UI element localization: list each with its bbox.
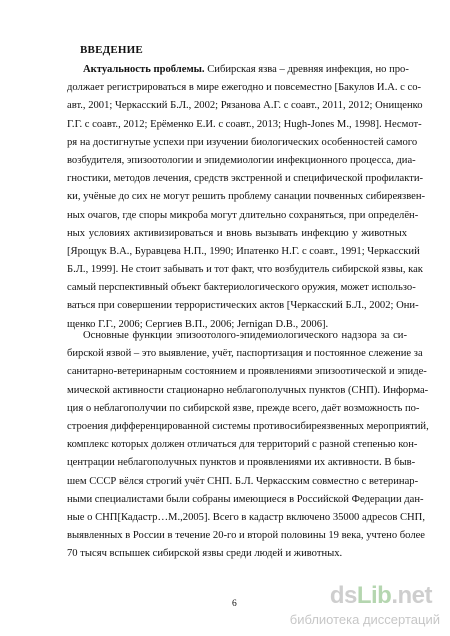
watermark-logo: [330, 582, 432, 610]
paragraph-line: [Ярощук В.А., Буравцева Н.П., 1990; Ипатенко Н.Г. с соавт., 1991; Черкасский: [67, 245, 420, 257]
watermark-logo-lib: Lib: [356, 582, 392, 609]
page-number: 6: [232, 599, 237, 609]
paragraph-line: мической активности стационарно неблагополучных пунктов (СНП). Информа-: [67, 384, 429, 396]
paragraph-line: должает регистрироваться в мире ежегодно и повсеместно [Бакулов И.А. с со-: [67, 82, 422, 94]
paragraph-line: авт., 2001; Черкасский Б.Л., 2002; Рязанова А.Г. с соавт., 2011, 2012; Онищенко: [67, 100, 423, 112]
paragraph-line: ция о неблагополучии по сибирской язве, прежде всего, даёт возможность по-: [67, 402, 420, 414]
paragraph-line: Основные функции эпизоотолого-эпидемиологического надзора за си-: [83, 330, 407, 341]
watermark-logo-net: .net: [391, 582, 432, 609]
paragraph-line: Г.Г. с соавт., 2012; Ерёменко Е.И. с соавт., 2013; Hugh-Jones M., 1998]. Несмот-: [67, 118, 422, 130]
paragraph-line: Б.Л., 1999]. Не стоит забывать и тот факт, что возбудитель сибирской язвы, как: [67, 264, 423, 276]
paragraph-line: выявленных в России в течение 20-го и второй половины 19 века, учтено более: [67, 530, 426, 542]
paragraph-line: шем СССР вёлся строгий учёт СНП. Б.Л. Черкасским совместно с ветеринар-: [67, 475, 419, 487]
paragraph-line: ных очагов, где споры микроба могут длительно сохраняться, при определён-: [67, 209, 419, 221]
watermark: [274, 582, 442, 630]
watermark-logo-ds: ds: [329, 582, 357, 609]
lead-phrase: Актуальность проблемы.: [83, 64, 205, 75]
lead-line-rest: Сибирская язва – древняя инфекция, но про-: [204, 64, 409, 75]
paragraph-line: бирской язвой – это выявление, учёт, паспортизация и постоянное слежение за: [67, 348, 423, 360]
paragraph-line: возбудителя, эпизоотологии и эпидемиологии инфекционного процесса, диа-: [67, 154, 416, 166]
paragraph-line: центрации неблагополучных пунктов и проявлениями их активности. В быв-: [67, 457, 416, 469]
paragraph-line: 70 тысяч вспышек сибирской язвы среди людей и животных.: [67, 548, 343, 560]
section-heading: ВВЕДЕНИЕ: [80, 44, 143, 56]
paragraph-line: [67, 61, 407, 79]
paragraph-line: ные о СНП[Кадастр…М.,2005]. Всего в кадастр включено 35000 адресов СНП,: [67, 511, 425, 523]
paragraph-line: гностики, методов лечения, средств экстренной и специфической профилакти-: [67, 173, 424, 185]
paragraph-line: щенко Г.Г., 2006; Сергиев В.П., 2006; Jernigan D.B., 2006].: [67, 318, 329, 330]
watermark-subtitle: библиотека диссертаций: [289, 612, 440, 627]
paragraph-line: комплекс которых должен отличаться для территорий с разной степенью кон-: [67, 439, 418, 451]
paragraph-line: ными специалистами были собраны имеющиеся в Российской Федерации дан-: [67, 493, 424, 505]
paragraph-line: санитарно-ветеринарным состоянием и проявлениями эпизоотической и эпиде-: [67, 366, 427, 378]
paragraph-line: ря на достигнутые успехи при изучении биологических особенностей самого: [67, 136, 418, 148]
paragraph-line: ных условиях активизироваться и вновь вызывать инфекцию у животных: [67, 227, 407, 239]
paragraph-line: ваться при совершении террористических актов [Черкасский Б.Л., 2002; Они-: [67, 300, 419, 312]
paragraph-relevance: [67, 61, 426, 334]
paragraph-functions: [67, 327, 429, 563]
paragraph-line: самый перспективный объект бактериологического оружия, может использо-: [67, 282, 416, 294]
paragraph-line: ки, учёные до сих не могут решить проблему санации почвенных сибиреязвен-: [67, 191, 426, 203]
paragraph-line: строения дифференцированной системы противосибиреязвенных мероприятий,: [67, 420, 429, 432]
